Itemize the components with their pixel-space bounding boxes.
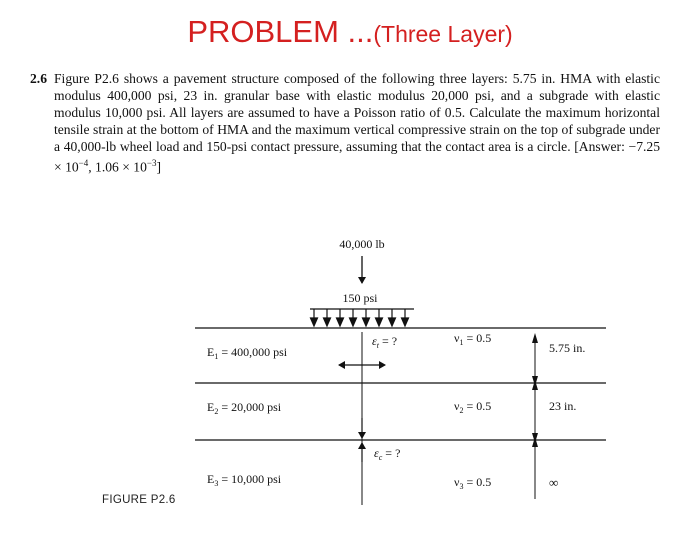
thickness-arrow-top — [532, 333, 538, 343]
answer-close: ] — [156, 160, 162, 175]
figure-caption: FIGURE P2.6 — [102, 494, 176, 506]
thickness-arrow-3-upper — [532, 437, 538, 447]
answer-2-mantissa: 1.06 × 10 — [95, 160, 147, 175]
tensile-strain-label: $\varepsilon_t$ = ? — [372, 334, 398, 350]
pressure-arrows — [310, 309, 414, 326]
layer-2-thickness: 23 in. — [549, 399, 577, 413]
answer-2-exponent: −3 — [146, 158, 157, 169]
problem-body: Figure P2.6 shows a pavement structure composed of the following three layers: 5.75 in. HMA with elastic modulus 400,000 psi, 23 in. granular base with elastic modulus 20,000 psi, and a subgrade with elastic modulus 10,000 psi. All layers are assumed to have a Poisson ratio of 0.5. Calculate the maximum horizontal tensile strain at the bottom of HMA and the maximum vertical compressive strain on the top of subgrade under a 40,000-lb wheel load and 150-psi contact pressure, assuming that the contact area is a circle. [Answer: — [54, 71, 660, 155]
pressure-label: 150 psi — [342, 291, 378, 305]
load-label: 40,000 lb — [339, 237, 385, 251]
thickness-arrow-2-upper — [532, 380, 538, 390]
layer-2-modulus: $E_2 = 20,000$ psi — [207, 400, 282, 416]
title-sub: (Three Layer) — [373, 21, 513, 47]
layer-1-thickness: 5.75 in. — [549, 341, 586, 355]
problem-number: 2.6 — [30, 71, 47, 86]
compressive-strain-label: $\varepsilon_c$ = ? — [374, 446, 401, 462]
layer-3-poisson: $\nu_3 = 0.5$ — [454, 475, 492, 491]
answer-separator: , — [88, 160, 96, 175]
answer-1-mantissa: −7.25 × 10 — [54, 139, 660, 175]
layer-3-modulus: $E_3 = 10,000$ psi — [207, 472, 282, 488]
title-main: PROBLEM ... — [187, 14, 374, 49]
layer-1-modulus: $E_1 = 400,000$ psi — [207, 345, 288, 361]
layer-3-thickness: ∞ — [549, 475, 559, 490]
layer-2-poisson: $\nu_2 = 0.5$ — [454, 399, 492, 415]
layer-1-poisson: $\nu_1 = 0.5$ — [454, 331, 492, 347]
answer-1-exponent: −4 — [78, 158, 89, 169]
